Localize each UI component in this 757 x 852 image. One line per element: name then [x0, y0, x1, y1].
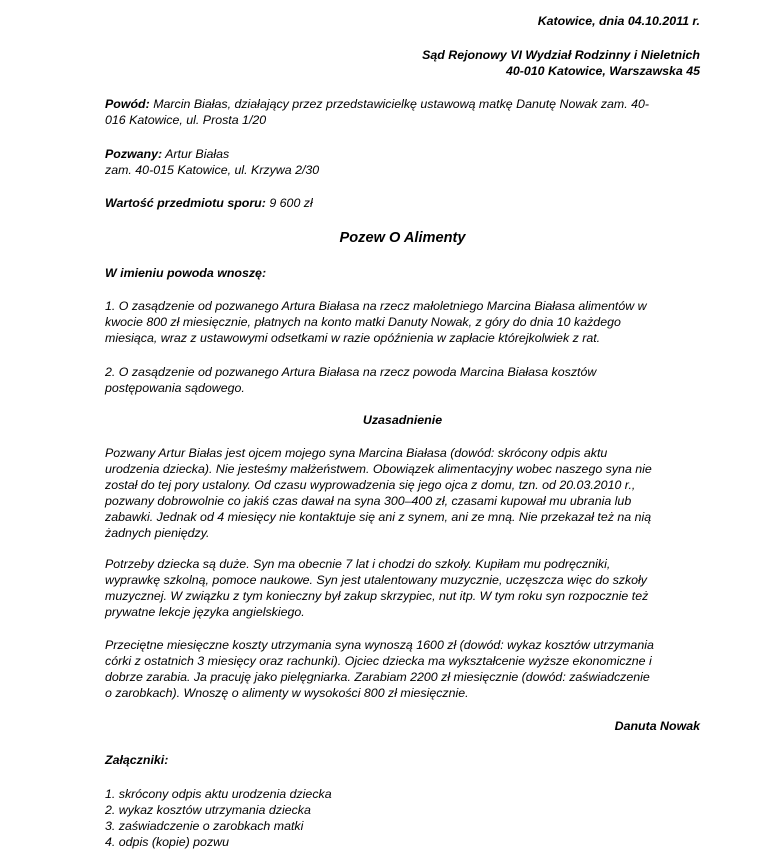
signature [105, 718, 700, 734]
paragraph-2-line-2: wyprawkę szkolną, pomoce naukowe. Syn jest utalentowany muzycznie, uczęszcza więc do szkoły [105, 573, 647, 587]
request-heading [105, 265, 700, 281]
paragraph-1-line-5: zabawki. Jednak od 4 miesięcy nie kontaktuje się ani z synem, ani ze mną. Nie przekazał też na nią [105, 510, 652, 524]
plaintiff-label: Powód: [105, 97, 150, 111]
request-item-1 [105, 298, 700, 346]
paragraph-2-line-1: Potrzeby dziecka są duże. Syn ma obecnie 7 lat i chodzi do szkoły. Kupiłam mu podręczniki, [105, 557, 611, 571]
paragraph-1-line-4: pozwany dobrowolnie co jakiś czas dawał na syna 300–400 zł, czasami kupował mu ubrania lub [105, 494, 632, 508]
paragraph-3-line-3: dobrze zarabia. Ja pracuję jako pielęgniarka. Zarabiam 2200 zł miesięcznie (dowód: zaświadczenie [105, 670, 650, 684]
paragraph-1-line-2: urodzenia dziecka). Nie jesteśmy małżeństwem. Obowiązek alimentacyjny wobec naszego syna nie [105, 462, 652, 476]
request-1-line-1: 1. O zasądzenie od pozwanego Artura Białasa na rzecz małoletniego Marcina Białasa alimentów w [105, 299, 647, 313]
defendant-line-2: zam. 40-015 Katowice, ul. Krzywa 2/30 [105, 163, 320, 177]
header-place-date [105, 13, 700, 29]
plaintiff-line-2: 016 Katowice, ul. Prosta 1/20 [105, 113, 267, 127]
attachments-heading-text: Załączniki: [105, 753, 169, 767]
justification-paragraph-1 [105, 445, 700, 541]
plaintiff-line-1: Marcin Białas, działający przez przedstawicielkę ustawową matkę Danutę Nowak zam. 40- [153, 97, 650, 111]
attachments-list [105, 786, 700, 850]
attachment-item-3: 3. zaświadczenie o zarobkach matki [105, 819, 304, 833]
justification-paragraph-3 [105, 637, 700, 701]
paragraph-2-line-3: muzycznej. W związku z tym konieczny był zakup skrzypiec, nut itp. W tym roku syn rozpocznie też [105, 589, 649, 603]
paragraph-1-line-1: Pozwany Artur Białas jest ojcem mojego syna Marcina Białasa (dowód: skrócony odpis aktu [105, 446, 608, 460]
claim-value-block [105, 195, 700, 211]
paragraph-3-line-4: o zarobkach). Wnoszę o alimenty w wysokości 800 zł miesięcznie. [105, 686, 469, 700]
court-address-block [105, 47, 700, 79]
request-1-line-2: kwocie 800 zł miesięcznie, płatnych na konto matki Danuty Nowak, z góry do dnia 10 każdego [105, 315, 621, 329]
paragraph-1-line-6: żadnych pieniędzy. [105, 526, 210, 540]
request-heading-text: W imieniu powoda wnoszę: [105, 266, 267, 280]
court-name: Sąd Rejonowy VI Wydział Rodzinny i Nieletnich [422, 48, 700, 62]
place-date: Katowice, dnia 04.10.2011 r. [537, 14, 700, 28]
defendant-line-1: Artur Białas [165, 147, 230, 161]
claim-value: 9 600 zł [269, 196, 313, 210]
signature-text: Danuta Nowak [614, 719, 700, 733]
attachment-item-1: 1. skrócony odpis aktu urodzenia dziecka [105, 787, 332, 801]
paragraph-2-line-4: prywatne lekcje języka angielskiego. [105, 605, 305, 619]
defendant-label: Pozwany: [105, 147, 163, 161]
paragraph-1-line-3: został do tej pory ustalony. Od czasu wyprowadzenia się jego ojca z domu, tzn. od 20.03.2010 r., [105, 478, 636, 492]
attachment-item-2: 2. wykaz kosztów utrzymania dziecka [105, 803, 311, 817]
paragraph-3-line-2: córki z ostatnich 3 miesięcy oraz rachunki). Ojciec dziecka ma wykształcenie wyższe ekonomiczne i [105, 654, 652, 668]
claim-value-label: Wartość przedmiotu sporu: [105, 196, 266, 210]
attachments-heading [105, 752, 700, 768]
justification-paragraph-2 [105, 556, 700, 620]
request-2-line-1: 2. O zasądzenie od pozwanego Artura Białasa na rzecz powoda Marcina Białasa kosztów [105, 365, 597, 379]
justification-heading-text: Uzasadnienie [362, 413, 443, 427]
justification-heading [105, 412, 700, 428]
court-address: 40-010 Katowice, Warszawska 45 [505, 64, 700, 78]
defendant-block [105, 146, 700, 178]
request-2-line-2: postępowania sądowego. [105, 381, 245, 395]
request-1-line-3: miesiąca, wraz z ustawowymi odsetkami w razie opóźnienia w zapłacie którejkolwiek z rat. [105, 331, 601, 345]
document-title [105, 230, 700, 246]
paragraph-3-line-1: Przeciętne miesięczne koszty utrzymania syna wynoszą 1600 zł (dowód: wykaz kosztów utrzymania [105, 638, 654, 652]
attachment-item-4: 4. odpis (kopie) pozwu [105, 835, 229, 849]
document-title-text: Pozew O Alimenty [339, 230, 466, 246]
plaintiff-block [105, 96, 700, 128]
request-item-2 [105, 364, 700, 396]
